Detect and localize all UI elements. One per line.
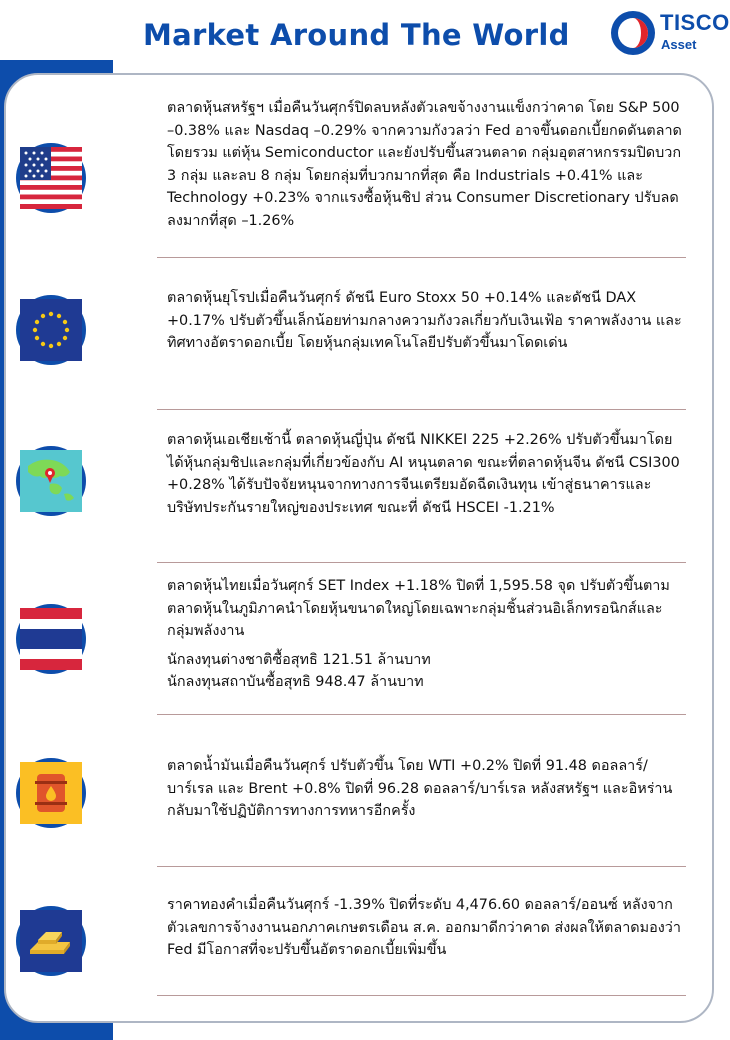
divider [157,995,686,996]
us-flag-icon [16,143,86,213]
tisco-logo-mark-icon [608,8,658,58]
thai-flag-icon [16,604,86,674]
paragraph: ตลาดน้ำมันเมื่อคืนวันศุกร์ ปรับตัวขึ้น โดย WTI +0.2% ปิดที่ 91.48 ดอลลาร์/บาร์เรล และ Brent +0.8% ปิดที่ 96.28 ดอลลาร์/บาร์เรล หลังสหรัฐฯ และอิหร่านกลับมาใช้ปฏิบัติการทางการทหารอีกครั้ง [167,758,673,819]
oil-barrel-icon [16,758,86,828]
gold-market-text [167,894,687,962]
paragraph: ตลาดหุ้นยุโรปเมื่อคืนวันศุกร์ ดัชนี Euro Stoxx 50 +0.14% และดัชนี DAX +0.17% ปรับตัวขึ้นเล็กน้อยท่ามกลางความกังวลเกี่ยวกับเงินเฟ้อ ราคาพลังงาน และทิศทางอัตราดอกเบี้ย โดยหุ้นกลุ่มเทคโนโลยีปรับตัวขึ้นมาโดดเด่น [167,290,682,351]
divider [157,866,686,867]
divider [157,714,686,715]
gold-bars-icon [16,906,86,976]
divider [157,562,686,563]
divider [157,409,686,410]
asia-globe-icon [16,446,86,516]
divider [157,257,686,258]
asia-market-text [167,429,687,519]
europe-market-text [167,287,687,355]
investor-flow-paragraph: นักลงทุนต่างชาติซื้อสุทธิ 121.51 ล้านบาท นักลงทุนสถาบันซื้อสุทธิ 948.47 ล้านบาท [167,651,431,690]
thai-market-text [167,575,687,694]
paragraph: ตลาดหุ้นสหรัฐฯ เมื่อคืนวันศุกร์ปิดลบหลังตัวเลขจ้างงานแข็งกว่าคาด โดย S&P 500 –0.38% และ Nasdaq –0.29% จากความกังวลว่า Fed อาจขึ้นดอกเบี้ยกดดันตลาดโดยรวม แต่หุ้น Semiconductor และยังปรับขึ้นสวนตลาด กลุ่มอุตสาหกรรมปิดบวก 3 กลุ่ม และลบ 8 กลุ่ม โดยกลุ่มที่บวกมากที่สุด คือ Industrials +0.41% และ Technology +0.23% จากแรงซื้อหุ้นชิป ส่วน Consumer Discretionary ปรับลดลงมากที่สุด –1.26% [167,100,682,229]
us-market-text [167,97,687,232]
logo-subtext: Asset [661,37,697,52]
oil-market-text [167,755,687,823]
tisco-logo [608,8,730,58]
logo-text: TISCO [660,10,730,35]
page-title: Market Around The World [143,18,570,52]
eu-flag-icon [16,295,86,365]
paragraph: ราคาทองคำเมื่อคืนวันศุกร์ -1.39% ปิดที่ระดับ 4,476.60 ดอลลาร์/ออนซ์ หลังจากตัวเลขการจ้างงานนอกภาคเกษตรเดือน ส.ค. ออกมาดีกว่าคาด ส่งผลให้ตลาดมองว่า Fed มีโอกาสที่จะปรับขึ้นอัตราดอกเบี้ยเพิ่มขึ้น [167,897,681,958]
paragraph: ตลาดหุ้นไทยเมื่อวันศุกร์ SET Index +1.18% ปิดที่ 1,595.58 จุด ปรับตัวขึ้นตามตลาดหุ้นในภูมิภาคนำโดยหุ้นขนาดใหญ่โดยเฉพาะกลุ่มชิ้นส่วนอิเล็กทรอนิกส์และกลุ่มพลังงาน [167,578,670,639]
paragraph: ตลาดหุ้นเอเชียเช้านี้ ตลาดหุ้นญี่ปุ่น ดัชนี NIKKEI 225 +2.26% ปรับตัวขึ้นมาโดยได้หุ้นกลุ่มชิปและกลุ่มที่เกี่ยวข้องกับ AI หนุนตลาด ขณะที่ตลาดหุ้นจีน ดัชนี CSI300 +0.28% ได้รับปัจจัยหนุนจากทางการจีนเตรียมอัดฉีดเงินทุน เข้าสู่ธนาคารและบริษัทประกันรายใหญ่ของประเทศ ขณะที่ ดัชนี HSCEI -1.21% [167,432,680,516]
